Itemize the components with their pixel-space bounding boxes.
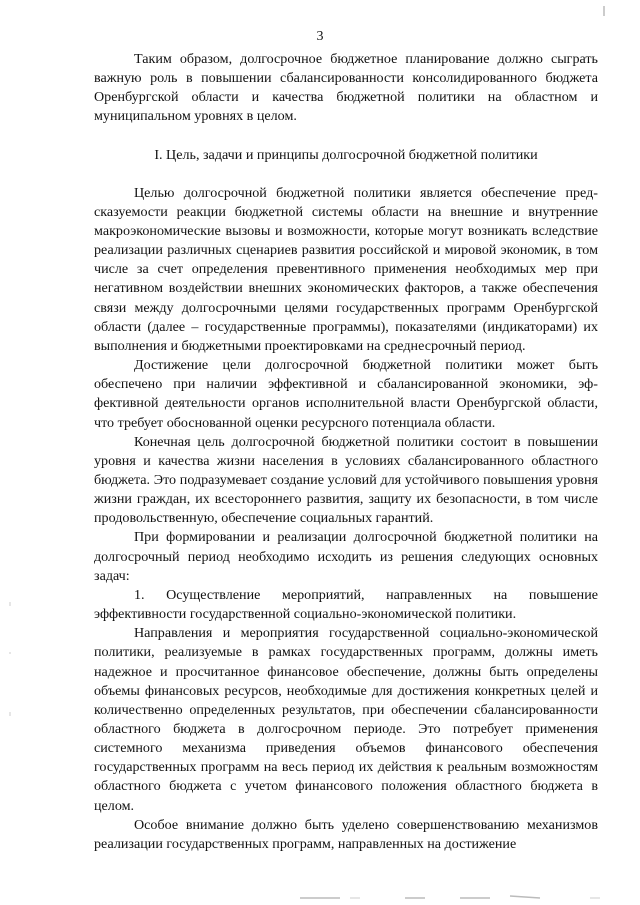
page-number: 3 <box>316 29 324 44</box>
paragraph-special-attention: Особое внимание должно быть уделено совершенствованию механизмов реализации государственных программ, направленных на достижение <box>94 816 598 852</box>
paragraph-achievement: Достижение цели долгосрочной бюджетной политики может быть обеспечено при наличии эффективной и сбалансированной экономики, эффективной деятельности органов исполнительной власти Оренбургской области, что требует обоснованной оценки ресурсного потенциала области. <box>94 357 598 431</box>
intro-paragraph: Таким образом, долгосрочное бюджетное планирование должно сыграть важную роль в повышении сбалансированности консолидированного бюджета Оренбургской области и качества бюджетной политики на областном и муниципальном уровнях в целом. <box>94 51 598 125</box>
scan-mark-bottom-5 <box>510 896 540 898</box>
paragraph-tasks-intro: При формировании и реализации долгосрочной бюджетной политики на долгосрочный период необходимо исходить из решения следующих основных задач: <box>94 529 598 584</box>
paragraph-final-goal: Конечная цель долгосрочной бюджетной политики состоит в повышении уровня и качества жизни населения в условиях сбалансированного областного бюджета. Это подразумевает создание условий для устойчивого повышения уровня жизни граждан, их всестороннего развития, защиту их безопасности, в том числе продовольственную, обеспечение социальных гарантий. <box>94 433 598 527</box>
task-item-1: 1. Осуществление мероприятий, направленных на повышение эффективности государственной социально-экономической политики. <box>94 586 598 623</box>
paragraph-directions: Направления и мероприятия государственной социально-экономической политики, реализуемые в рамках государственных программ, должны иметь надежное и просчитанное финансовое обеспечение, должны быть определены объемы финансовых ресурсов, необходимые для достижения конкретных целей и количественно определенных результатов, при обеспечении сбалансированности областного бюджета в долгосрочном периоде. Это потребует применения системного механизма приведения объемов финансового обеспечения государственных программ на весь период их действия к реальным возможностям областного бюджета с учетом финансового положения областного бюджета в целом. <box>94 625 598 814</box>
section-heading: I. Цель, задачи и принципы долгосрочной бюджетной политики <box>154 146 538 163</box>
paragraph-goal: Целью долгосрочной бюджетной политики является обеспечение предсказуемости реакции бюджетной системы области на внешние и внутренние макроэкономические вызовы и возможности, которые могут возникать вследствие реализации различных сценариев развития российской и мировой экономик, в том числе за счет определения превентивного применения необходимых мер при негативном воздействии внешних экономических факторов, а также обеспечения связи между долгосрочными целями государственных программ Оренбургской области (далее – государственные программы), показателями (индикаторами) их выполнения и бюджетными проектировками на среднесрочный период. <box>94 184 598 354</box>
document-body <box>94 50 598 854</box>
